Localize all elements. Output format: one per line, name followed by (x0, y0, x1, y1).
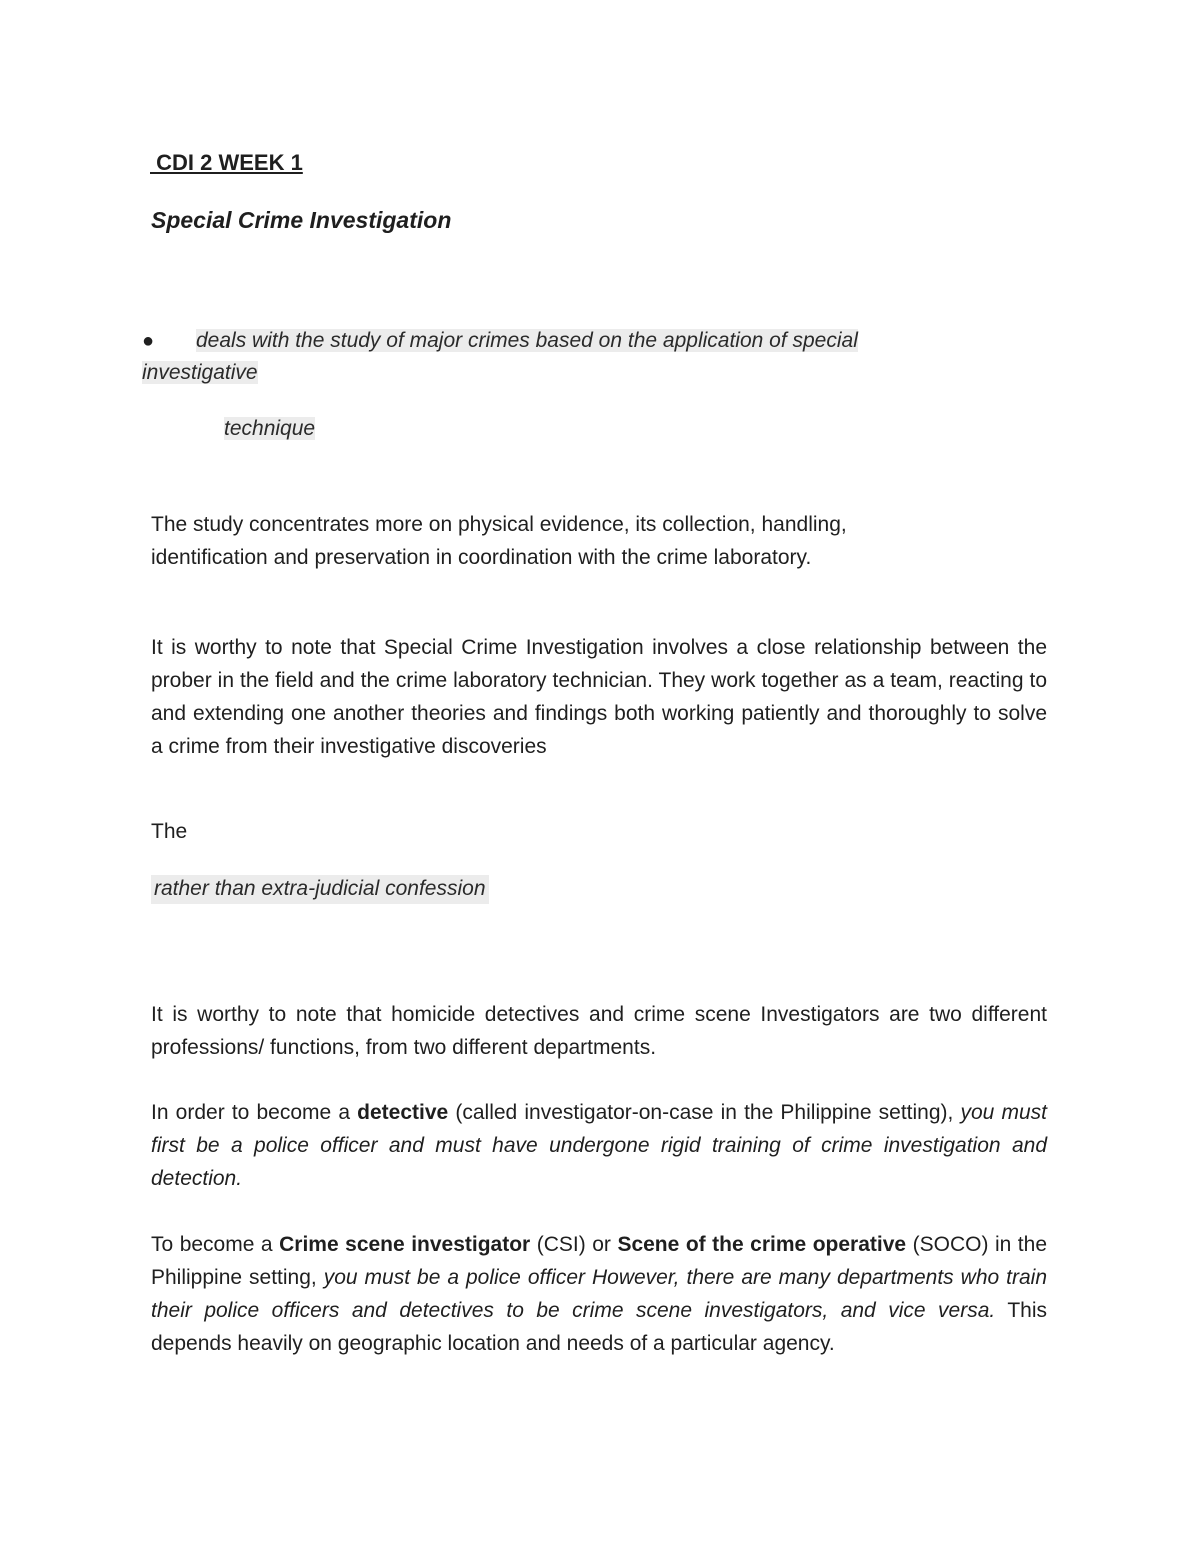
paragraph-become-detective (151, 1096, 1047, 1195)
highlighted-confession-text: rather than extra-judicial confession (151, 875, 489, 904)
bullet-line-2 (142, 361, 258, 385)
para6-t4: This depends heavily on geographic location and needs of a particular agency. (151, 1299, 1047, 1355)
document-title: CDI 2 WEEK 1 (150, 150, 303, 175)
bullet-dot-icon: ● (142, 330, 155, 352)
bullet-line-2-text: investigative (142, 361, 258, 384)
paragraph-close-relationship: It is worthy to note that Special Crime Investigation involves a close relationship between the prober in the field and the crime laboratory technician. They work together as a team, reacting to and extending one another theories and findings both working patiently and thoroughly to solve a crime from their investigative discoveries (151, 636, 1047, 758)
document-subtitle: Special Crime Investigation (151, 207, 452, 233)
para6-t1: To become a (151, 1233, 280, 1256)
paragraph-become-csi (151, 1228, 1047, 1360)
para6-t2: (CSI) or (530, 1233, 618, 1256)
term-soco: Scene of the crime operative (617, 1233, 907, 1256)
paragraph-detectives-vs-csi: It is worthy to note that homicide detectives and crime scene Investigators are two different professions/ functions, from two different departments. (151, 1003, 1047, 1059)
term-detective: detective (357, 1101, 449, 1124)
term-csi: Crime scene investigator (279, 1233, 531, 1256)
para5-post: (called investigator-on-case in the Philippine setting), (448, 1101, 961, 1124)
bullet-line-3-text: technique (224, 417, 316, 440)
para6-t3: (SOCO) in the Philippine setting, (151, 1233, 1047, 1289)
para5-italic: you must first be a police officer and must have undergone rigid training of crime investigation and detection. (151, 1101, 1047, 1190)
paragraph-the: The (151, 820, 188, 843)
paragraph-physical-evidence-line-1: The study concentrates more on physical evidence, its collection, handling, (151, 513, 847, 536)
para5-pre: In order to become a (151, 1101, 358, 1124)
bullet-line-3 (224, 417, 315, 441)
bullet-line-1-text: deals with the study of major crimes based on the application of special (196, 329, 858, 352)
paragraph-physical-evidence-line-2: identification and preservation in coordination with the crime laboratory. (151, 546, 812, 569)
bullet-line-1 (196, 329, 858, 353)
paragraph-physical-evidence (151, 508, 1047, 574)
para6-italic: you must be a police officer However, there are many departments who train their police officers and detectives to be crime scene investigators, and vice versa. (151, 1266, 1047, 1322)
